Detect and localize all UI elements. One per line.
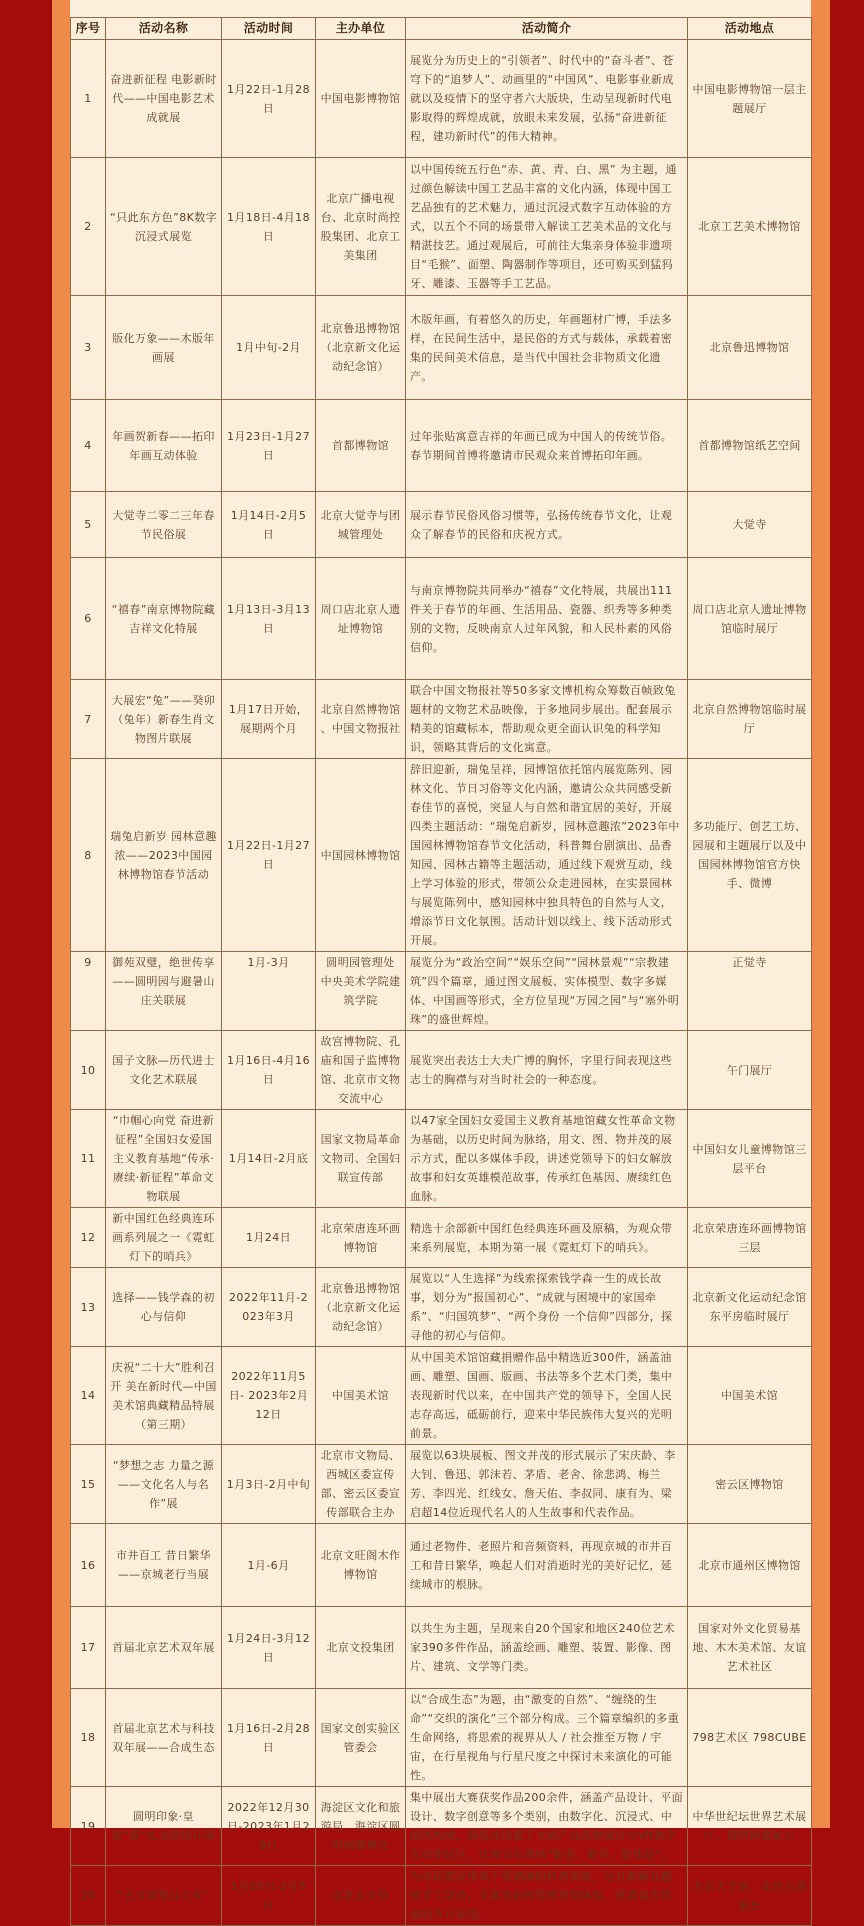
cell-location: 798艺术区 798CUBE bbox=[688, 1689, 812, 1787]
cell-organizer: 国家文物局革命文物司、全国妇联宣传部 bbox=[316, 1110, 406, 1208]
cell-name: 大展宏“兔”——癸卯（兔年）新春生肖文物图片联展 bbox=[106, 680, 222, 759]
cell-time: 1月14日-2月5日 bbox=[222, 492, 316, 558]
cell-time: 1月中旬-2月 bbox=[222, 296, 316, 400]
header-name: 活动名称 bbox=[106, 18, 222, 40]
cell-no: 6 bbox=[71, 558, 106, 680]
cell-description: 从中国美术馆馆藏捐赠作品中精选近300件，涵盖油画、雕塑、国画、版画、书法等多个艺术门类，集中表现新时代以来，在中国共产党的领导下，全国人民志存高远，砥砺前行，迎来中华民族伟大复兴的光明前景。 bbox=[406, 1347, 688, 1445]
cell-name: 新中国红色经典连环画系列展之一《霓虹灯下的哨兵》 bbox=[106, 1208, 222, 1268]
table-row bbox=[71, 952, 812, 1031]
cell-location: 大觉寺 bbox=[688, 492, 812, 558]
cell-location: 北京新文化运动纪念馆东平房临时展厅 bbox=[688, 1268, 812, 1347]
cell-organizer: 北京广播电视台、北京时尚控股集团、北京工美集团 bbox=[316, 158, 406, 296]
cell-location: 北京市通州区博物馆 bbox=[688, 1524, 812, 1607]
cell-description: 展览以63块展板、图文并茂的形式展示了宋庆龄、李大钊、鲁迅、郭沫若、茅盾、老舍、徐悲鸿、梅兰芳、李四光、红线女、詹天佑、李叔同、康有为、梁启超14位近现代名人的人生故事和代表作品。 bbox=[406, 1445, 688, 1524]
cell-organizer: 北京荣唐连环画博物馆 bbox=[316, 1208, 406, 1268]
cell-time: 2022年11月5日- 2023年2月12日 bbox=[222, 1347, 316, 1445]
cell-no: 5 bbox=[71, 492, 106, 558]
cell-name: 庆祝“二十大”胜利召开 美在新时代—中国美术馆典藏精品特展（第三期） bbox=[106, 1347, 222, 1445]
events-table bbox=[70, 17, 812, 1926]
cell-organizer: 北京鲁迅博物馆（北京新文化运动纪念馆） bbox=[316, 296, 406, 400]
cell-organizer: 北京天文馆 bbox=[316, 1866, 406, 1926]
cell-time: 1月22日-1月27日 bbox=[222, 759, 316, 952]
cell-organizer: 北京文投集团 bbox=[316, 1607, 406, 1689]
cell-name: 选择——钱学森的初心与信仰 bbox=[106, 1268, 222, 1347]
table-row bbox=[71, 492, 812, 558]
table-row bbox=[71, 1031, 812, 1110]
cell-description: 木版年画，有着悠久的历史，年画题材广博，手法多样，在民间生活中，是民俗的方式与载体，承载着密集的民间美术信息，是当代中国社会非物质文化遗产。 bbox=[406, 296, 688, 400]
table-row bbox=[71, 1524, 812, 1607]
cell-no: 8 bbox=[71, 759, 106, 952]
cell-description: 与南京博物院共同举办“禧春”文化特展，共展出111件关于春节的年画、生活用品、瓷器、织秀等多种类别的文物，反映南京人过年风貌，和人民朴素的风俗信仰。 bbox=[406, 558, 688, 680]
cell-description: 联合中国文物报社等50多家文博机构众筹数百帧致兔题材的文物艺术品映像，于多地同步展出。配套展示精美的馆藏标本，帮助观众更全面认识兔的科学知识，领略其背后的文化寓意。 bbox=[406, 680, 688, 759]
cell-location: 北京天文馆、北京古观象台 bbox=[688, 1866, 812, 1926]
table-row bbox=[71, 1689, 812, 1787]
cell-organizer: 首都博物馆 bbox=[316, 400, 406, 492]
header-organizer: 主办单位 bbox=[316, 18, 406, 40]
cell-organizer: 北京市文物局、西城区委宣传部、密云区委宣传部联合主办 bbox=[316, 1445, 406, 1524]
cell-time: 1月16日-2月28日 bbox=[222, 1689, 316, 1787]
cell-description: 以共生为主题，呈现来自20个国家和地区240位艺术家390多件作品，涵盖绘画、雕塑、装置、影像、图片、建筑、文学等门类。 bbox=[406, 1607, 688, 1689]
table-body bbox=[71, 40, 812, 1926]
table-header-row bbox=[71, 18, 812, 40]
cell-time: 1月13日-3月13日 bbox=[222, 558, 316, 680]
cell-name: “天文馆里过大年” bbox=[106, 1866, 222, 1926]
cell-description: 以47家全国妇女爱国主义教育基地馆藏女性革命文物为基础，以历史时间为脉络，用文、图、物并茂的展示方式，配以多媒体手段，讲述党领导下的妇女解放故事和妇女英雄模范故事，传承红色基因、赓续红色血脉。 bbox=[406, 1110, 688, 1208]
cell-location: 首都博物馆纸艺空间 bbox=[688, 400, 812, 492]
table-row bbox=[71, 759, 812, 952]
cell-no: 10 bbox=[71, 1031, 106, 1110]
cell-description: 展览分为“政治空间”“娱乐空间”“园林景观”“宗教建筑”四个篇章，通过图文展板、实体模型、数字多媒体、中国画等形式，全方位呈现“万园之园”与“塞外明珠”的盛世辉煌。 bbox=[406, 952, 688, 1031]
table-row bbox=[71, 1268, 812, 1347]
cell-name: “禧春”南京博物院藏吉祥文化特展 bbox=[106, 558, 222, 680]
header-description: 活动简介 bbox=[406, 18, 688, 40]
cell-description: 为市民群众带来干货满满的科普讲座，还有新颖有趣的手工活动，丰富多彩的传统民俗体验，营造喜庆热闹的节日氛围。 bbox=[406, 1866, 688, 1926]
cell-name: “巾帼心向党 奋进新征程”全国妇女爱国主义教育基地“传承·赓续·新征程”革命文物联展 bbox=[106, 1110, 222, 1208]
cell-no: 1 bbox=[71, 40, 106, 158]
table-row bbox=[71, 1208, 812, 1268]
cell-organizer: 北京鲁迅博物馆（北京新文化运动纪念馆） bbox=[316, 1268, 406, 1347]
cell-time: 1月24日-3月12日 bbox=[222, 1607, 316, 1689]
cell-time: 1月16日-4月16日 bbox=[222, 1031, 316, 1110]
cell-location: 北京工艺美术博物馆 bbox=[688, 158, 812, 296]
table-row bbox=[71, 558, 812, 680]
table-row bbox=[71, 400, 812, 492]
cell-location: 中国美术馆 bbox=[688, 1347, 812, 1445]
cell-name: “梦想之志 力量之源——文化名人与名作”展 bbox=[106, 1445, 222, 1524]
cell-organizer: 圆明园管理处 中央美术学院建筑学院 bbox=[316, 952, 406, 1031]
cell-no: 19 bbox=[71, 1787, 106, 1866]
cell-name: 奋进新征程 电影新时代——中国电影艺术成就展 bbox=[106, 40, 222, 158]
cell-description: 精选十余部新中国红色经典连环画及原稿，为观众带来系列展览，本期为第一展《霓虹灯下的哨兵》。 bbox=[406, 1208, 688, 1268]
header-no: 序号 bbox=[71, 18, 106, 40]
cell-no: 20 bbox=[71, 1866, 106, 1926]
cell-organizer: 北京文旺阁木作博物馆 bbox=[316, 1524, 406, 1607]
cell-name: 市井百工 昔日繁华——京城老行当展 bbox=[106, 1524, 222, 1607]
table-row bbox=[71, 296, 812, 400]
table-row bbox=[71, 680, 812, 759]
cell-name: 御苑双璧，绝世传享——圆明园与避暑山庄关联展 bbox=[106, 952, 222, 1031]
cell-organizer: 北京大觉寺与团城管理处 bbox=[316, 492, 406, 558]
cell-description: 以中国传统五行色“赤、黄、青、白、黑” 为主题，通过颜色解读中国工艺品丰富的文化内涵，体现中国工艺品独有的艺术魅力，通过沉浸式数字互动体验的方式，以五个不同的场景带入解读工艺美术品的文化与精湛技艺。通过观展后，可前往大集亲身体验非遗项目“毛猴”、面塑、陶器制作等项目，还可购买到猛犸牙、雕漆、玉器等手工艺品。 bbox=[406, 158, 688, 296]
cell-time: 2022年11月-2023年3月 bbox=[222, 1268, 316, 1347]
cell-name: 大觉寺二零二三年春节民俗展 bbox=[106, 492, 222, 558]
cell-name: 首届北京艺术双年展 bbox=[106, 1607, 222, 1689]
table-row bbox=[71, 158, 812, 296]
cell-organizer: 周口店北京人遗址博物馆 bbox=[316, 558, 406, 680]
cell-description: 过年张贴寓意吉祥的年画已成为中国人的传统节俗。春节期间首博将邀请市民观众来首博拓印年画。 bbox=[406, 400, 688, 492]
cell-name: 年画贺新春——拓印年画互动体验 bbox=[106, 400, 222, 492]
cell-location: 北京鲁迅博物馆 bbox=[688, 296, 812, 400]
cell-description: 集中展出大赛获奖作品200余件，涵盖产品设计、平面设计、数字创意等多个类别，由数字化、沉浸式、中国风构成，展览还设置了文创产品实物展区与VR数字互动体验区，让观众在现场“能看、能买、能体验”。 bbox=[406, 1787, 688, 1866]
table-row bbox=[71, 1866, 812, 1926]
cell-location: 国家对外文化贸易基地、木木美术馆、友谊艺术社区 bbox=[688, 1607, 812, 1689]
cell-time: 1月24日 bbox=[222, 1208, 316, 1268]
cell-organizer: 中国美术馆 bbox=[316, 1347, 406, 1445]
cell-organizer: 北京自然博物馆 、中国文物报社 bbox=[316, 680, 406, 759]
cell-location: 北京荣唐连环画博物馆三层 bbox=[688, 1208, 812, 1268]
cell-no: 16 bbox=[71, 1524, 106, 1607]
cell-location: 北京自然博物馆临时展厅 bbox=[688, 680, 812, 759]
cell-description: 展览分为历史上的“引领者”、时代中的“奋斗者”、苍穹下的“追梦人”、动画里的“中国风”、电影事业新成就以及疫情下的坚守者六大版块，生动呈现新时代电影取得的辉煌成就，放眼未来发展，弘扬“奋进新征程，建功新时代”的伟大精神。 bbox=[406, 40, 688, 158]
cell-location: 中华世纪坛世界艺术展厅、圆明园遗址公 bbox=[688, 1787, 812, 1866]
cell-no: 9 bbox=[71, 952, 106, 1031]
header-time: 活动时间 bbox=[222, 18, 316, 40]
cell-name: 国子文脉—历代进士文化艺术联展 bbox=[106, 1031, 222, 1110]
cell-no: 14 bbox=[71, 1347, 106, 1445]
cell-organizer: 故宫博物院、孔庙和国子监博物馆、北京市文物交流中心 bbox=[316, 1031, 406, 1110]
cell-location: 中国电影博物馆一层主题展厅 bbox=[688, 40, 812, 158]
cell-no: 7 bbox=[71, 680, 106, 759]
cell-location: 正觉寺 bbox=[688, 952, 812, 1031]
cell-no: 15 bbox=[71, 1445, 106, 1524]
cell-no: 4 bbox=[71, 400, 106, 492]
cell-organizer: 中国园林博物馆 bbox=[316, 759, 406, 952]
cell-time: 1月23日-1月27日 bbox=[222, 400, 316, 492]
table-row bbox=[71, 40, 812, 158]
cell-no: 2 bbox=[71, 158, 106, 296]
cell-time: 1月14日-2月底 bbox=[222, 1110, 316, 1208]
cell-description: 展示春节民俗风俗习惯等，弘扬传统春节文化，让观众了解春节的民俗和庆祝方式。 bbox=[406, 492, 688, 558]
cell-time: 1月20日-2月5日 bbox=[222, 1866, 316, 1926]
cell-no: 11 bbox=[71, 1110, 106, 1208]
table-row bbox=[71, 1787, 812, 1866]
cell-no: 13 bbox=[71, 1268, 106, 1347]
cell-no: 3 bbox=[71, 296, 106, 400]
cell-location: 密云区博物馆 bbox=[688, 1445, 812, 1524]
cell-name: 首届北京艺术与科技双年展——合成生态 bbox=[106, 1689, 222, 1787]
cell-name: “只此东方色”8K数字沉浸式展览 bbox=[106, 158, 222, 296]
cell-organizer: 国家文创实验区管委会 bbox=[316, 1689, 406, 1787]
cell-time: 2022年12月30日-2023年1月28日 bbox=[222, 1787, 316, 1866]
header-location: 活动地点 bbox=[688, 18, 812, 40]
cell-name: 圆明印象·皇家“游”礼文创设计展 bbox=[106, 1787, 222, 1866]
cell-time: 1月22日-1月28日 bbox=[222, 40, 316, 158]
cell-location: 多功能厅、创艺工坊、园展和主题展厅以及中国园林博物馆官方快手、微博 bbox=[688, 759, 812, 952]
table-paper bbox=[70, 0, 811, 1921]
cell-description: 通过老物件、老照片和音频资料，再现京城的市井百工和昔日繁华，唤起人们对消逝时光的美好记忆，延续城市的根脉。 bbox=[406, 1524, 688, 1607]
cell-location: 中国妇女儿童博物馆三层平台 bbox=[688, 1110, 812, 1208]
cell-time: 1月-6月 bbox=[222, 1524, 316, 1607]
cell-location: 周口店北京人遗址博物馆临时展厅 bbox=[688, 558, 812, 680]
cell-organizer: 海淀区文化和旅游局、海淀区圆明园管理处 bbox=[316, 1787, 406, 1866]
cell-time: 1月17日开始，展期两个月 bbox=[222, 680, 316, 759]
cell-description: 展览以“人生选择”为线索探索钱学森一生的成长故事，划分为“报国初心”、“成就与困境中的家国牵系”、“归国筑梦”、“两个身份 一个信仰”四部分，探寻他的初心与信仰。 bbox=[406, 1268, 688, 1347]
cell-time: 1月18日-4月18日 bbox=[222, 158, 316, 296]
cell-description: 辞旧迎新，瑞兔呈祥，园博馆依托馆内展览陈列、园林文化、节日习俗等文化内涵，邀请公众共同感受新春佳节的喜悦，突显人与自然和谐宜居的美好，开展四类主题活动：“瑞兔启新岁，园林意趣浓”2023年中国园林博物馆春节文化活动，科普舞台剧演出、品香知园、园林古籍等主题活动，通过线下观赏互动，线上学习体验的形式，带领公众走进园林，在实景园林与展览陈列中，感知园林中独具特色的自然与人文，增添节日文化氛围。活动计划以线上、线下活动形式开展。 bbox=[406, 759, 688, 952]
cell-name: 瑞兔启新岁 园林意趣浓——2023中国园林博物馆春节活动 bbox=[106, 759, 222, 952]
orange-frame bbox=[52, 0, 830, 1921]
cell-location: 午门展厅 bbox=[688, 1031, 812, 1110]
cell-time: 1月-3月 bbox=[222, 952, 316, 1031]
cell-organizer: 中国电影博物馆 bbox=[316, 40, 406, 158]
table-row bbox=[71, 1445, 812, 1524]
cell-description: 展览突出表达士大夫广博的胸怀，字里行间表现这些志士的胸襟与对当时社会的一种态度。 bbox=[406, 1031, 688, 1110]
table-row bbox=[71, 1607, 812, 1689]
cell-description: 以“合成生态”为题，由“激变的自然”、“缠绕的生命”“交织的演化”三个部分构成。三个篇章编织的多重生命网络，将思索的视界从人 / 社会推至万物 / 宇宙，在行星视角与行星尺度之中探讨未来演化的可能性。 bbox=[406, 1689, 688, 1787]
cell-no: 12 bbox=[71, 1208, 106, 1268]
cell-no: 18 bbox=[71, 1689, 106, 1787]
table-row bbox=[71, 1347, 812, 1445]
cell-no: 17 bbox=[71, 1607, 106, 1689]
cell-time: 1月3日-2月中旬 bbox=[222, 1445, 316, 1524]
cell-name: 版化万象——木版年画展 bbox=[106, 296, 222, 400]
table-row bbox=[71, 1110, 812, 1208]
